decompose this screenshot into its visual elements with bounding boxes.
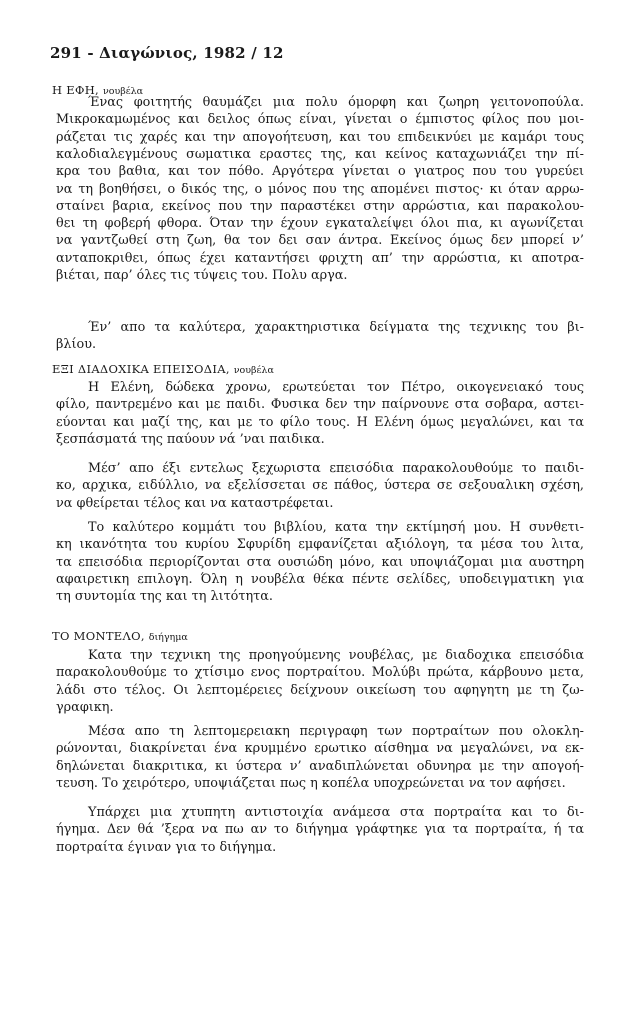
- section-title-text: ΕΞΙ ΔΙΑΔΟΧΙΚΑ ΕΠΕΙΣΟΔΙΑ,: [52, 362, 234, 376]
- section-genre: νουβέλα: [233, 365, 274, 376]
- section-genre: διήγημα: [148, 632, 188, 643]
- text-line: ανταποκριθει, όπως έχει καταντήσει φριχτη απ’ την αρρώστια, κι αποτρα-: [56, 250, 584, 266]
- text-line: καλοδιαλεγμένους σωματικα εραστες της, και κείνος καταχωνιάζει την πί-: [56, 146, 584, 162]
- text-line: Υπάρχει μια χτυπητη αντιστοιχία ανάμεσα στα πορτραίτα και το δι-: [88, 805, 584, 820]
- text-line: δηλώνεται διακριτικα, κι ύστερα ν’ αναδιπλώνεται οδυνηρα με την απογοή-: [56, 758, 584, 774]
- text-line: λάδι στο τέλος. Οι λεπτομέρειες δείχνουν οικείωση του αφηγητη με τη ζω-: [56, 682, 584, 698]
- text-line: τη συντομία της και τη λιτότητα.: [56, 589, 273, 605]
- running-head: 291 - Διαγώνιος, 1982 / 12: [50, 44, 284, 62]
- text-line: πορτραίτα έγιναν για το διήγημα.: [56, 839, 277, 855]
- section-genre: νουβέλα: [102, 86, 144, 97]
- text-line: Μικροκαμωμένος και δειλος όπως είναι, γίνεται ο έμπιστος φίλος που μοι-: [56, 112, 584, 128]
- text-line: τα επεισόδια περιορίζονται στα ουσιώδη μόνο, και υποψιάζομαι μια αυστηρη: [56, 554, 584, 570]
- text-line: Μέσ’ απο έξι εντελως ξεχωριστα επεισόδια παρακολουθούμε το παιδι-: [88, 461, 584, 476]
- text-line: αφαιρετικη επιλογη. Όλη η νουβέλα θέκα πέντε σελίδες, υποδειγματικη για: [56, 571, 584, 587]
- section-title-text: Η ΕΦΗ,: [52, 83, 103, 97]
- text-line: παρακολουθούμε το χτίσιμο ενος πορτραίτου. Μολύβι πρώτα, κάρβουνο μετα,: [56, 665, 584, 681]
- text-line: Κατα την τεχνικη της προηγούμενης νουβέλας, με διαδοχικα επεισόδια: [88, 648, 584, 663]
- text-line: ράζεται τις χαρές και την απογοήτευση, και του επιδεικνύει με καμάρι τους: [56, 129, 584, 145]
- text-line: κη ικανότητα του κυρίου Σφυρίδη εμφανίζεται αξιόλογη, τα μέσα του λιτα,: [56, 537, 584, 553]
- text-line: ξεσπάσματά της παύουν νά ’ναι παιδικα.: [56, 431, 325, 447]
- section-title-text: ΤΟ ΜΟΝΤΕΛΟ,: [52, 629, 149, 643]
- text-line: τευση. Το χειρότερο, υποψιάζεται πως η κοπέλα υποχρεώνεται να τον αφήσει.: [56, 775, 566, 791]
- text-line: φίλο, παντρεμένο και με παιδι. Φυσικα δεν την παίρνουνε στα σοβαρα, αστει-: [56, 397, 584, 413]
- text-line: βιέται, παρ’ όλες τις τύψεις του. Πολυ αργα.: [56, 268, 348, 283]
- text-line: ρώνονται, διακρίνεται ένα κρυμμένο ερωτικο αίσθημα να μεγαλώνει, να εκ-: [56, 741, 584, 757]
- text-line: βλίου.: [56, 337, 97, 353]
- text-line: Ένας φοιτητής θαυμάζει μια πολυ όμορφη και ζωηρη γειτονοπούλα.: [88, 95, 584, 110]
- text-line: να φθείρεται τέλος και να καταστρέφεται.: [56, 495, 334, 511]
- text-line: κρα του βαθια, και τον πόθο. Αργότερα γίνεται ο γιατρος που του γυρεύει: [56, 164, 584, 180]
- text-line: σταίνει βαρια, εκείνος που την παραστέκει στην αρρώστια, και παρακολου-: [56, 198, 584, 214]
- section-title: [52, 362, 274, 376]
- text-line: Έν’ απο τα καλύτερα, χαρακτηριστικα δείγματα της τεχνικης του βι-: [88, 320, 584, 335]
- text-line: ήγημα. Δεν θά ’ξερα να πω αν το διήγημα γράφτηκε για τα πορτραίτα, ή τα: [56, 822, 584, 838]
- text-line: να γαντζωθεί στη ζωη, θα τον δει σαν άντρα. Εκείνος όμως δεν μπορεί ν’: [56, 233, 584, 249]
- section-title: [52, 629, 188, 643]
- text-line: Η Ελένη, δώδεκα χρονω, ερωτεύεται τον Πέτρο, οικογενειακό τους: [88, 380, 584, 395]
- text-line: να τη βοηθήσει, ο δικός της, ο μόνος που της απομένει πιστος· κι όταν αρρω-: [56, 181, 584, 197]
- text-line: εύονται και μαζί της, και με το φίλο τους. Η Ελένη όμως μεγαλώνει, και τα: [56, 414, 584, 430]
- text-line: γραφικη.: [56, 699, 114, 715]
- text-line: Το καλύτερο κομμάτι του βιβλίου, κατα την εκτίμησή μου. Η συνθετι-: [88, 520, 584, 535]
- text-line: θει τη φοβερή φθορα. Όταν την έχουν εγκαταλείψει όλοι πια, κι αγωνίζεται: [56, 216, 584, 232]
- text-line: κο, αρχικα, ειδύλλιο, να εξελίσσεται σε πάθος, ύστερα σε σεξουαλικη σχέση,: [56, 478, 584, 494]
- text-line: Μέσα απο τη λεπτομερειακη περιγραφη των πορτραίτων που ολοκλη-: [88, 724, 584, 739]
